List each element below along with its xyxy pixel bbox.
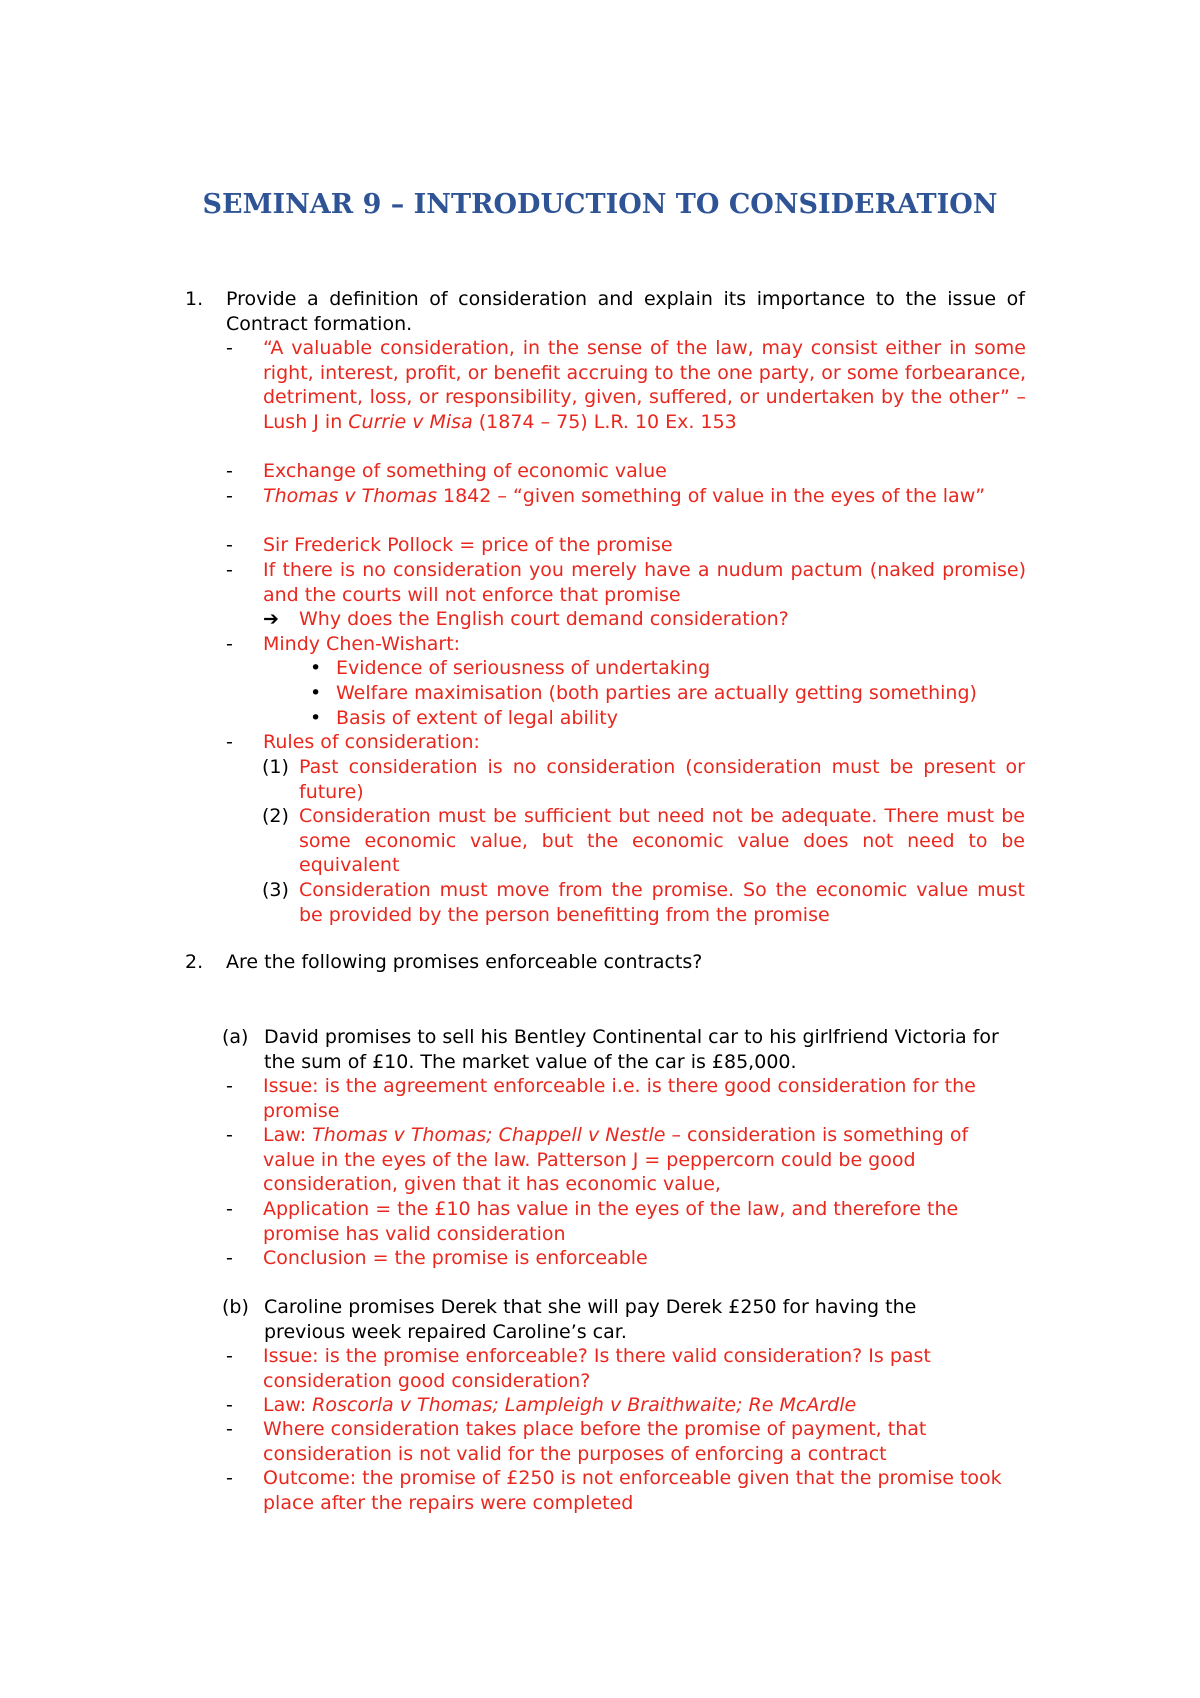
rule-number: (1) [262, 756, 289, 778]
arrow-question [263, 607, 1023, 632]
rule-number: (3) [262, 879, 289, 901]
answer-text: Outcome: the promise of £250 is not enforceable given that the promise took place after the repairs were completed [263, 1467, 1002, 1514]
bullet-item: • Evidence of seriousness of undertaking [310, 657, 711, 679]
answer-text: Exchange of something of economic value [263, 460, 667, 482]
bullet-item: • Basis of extent of legal ability [310, 707, 618, 729]
answer-text: Where consideration takes place before the promise of payment, that consideration is not valid for the purposes of enforcing a contract [263, 1418, 927, 1465]
answer-text: Why does the English court demand consideration? [299, 608, 789, 630]
dash-marker: - [226, 1467, 233, 1489]
case-name: Currie v Misa [348, 410, 473, 433]
question-1 [185, 287, 1025, 336]
answer-text: 1842 – “given something of value in the eyes of the law” [436, 485, 986, 507]
arrow-icon: ➔ [263, 608, 279, 630]
answer-outcome [226, 1466, 1016, 1515]
scenario-text: Caroline promises Derek that she will pay Derek £250 for having the previous week repaired Caroline’s car. [264, 1296, 917, 1343]
dash-marker: - [226, 633, 233, 655]
scenario-text: David promises to sell his Bentley Continental car to his girlfriend Victoria for the sum of £10. The market value of the car is £85,000. [264, 1026, 999, 1073]
page-title: SEMINAR 9 – INTRODUCTION TO CONSIDERATION [202, 189, 998, 220]
answer-rules [226, 730, 1026, 755]
dash-marker: - [226, 1124, 233, 1146]
dash-marker: - [226, 534, 233, 556]
answer-law: - Law: Thomas v Thomas; Chappell v Nestle – consideration is something of value in the eyes of the law. Patterson J = peppercorn could be good consideration, given that it has economic value, [226, 1124, 969, 1196]
question-text: Are the following promises enforceable contracts? [226, 951, 703, 973]
dash-marker: - [226, 1418, 233, 1440]
rule-item: (3) Consideration must move from the promise. So the economic value must be provided by the person benefitting from the promise [262, 879, 1025, 926]
answer-text: Issue: is the agreement enforceable i.e. is there good consideration for the promise [263, 1075, 976, 1122]
question-number: 2. [185, 951, 204, 973]
bullet-icon: • [310, 682, 322, 704]
answer-issue [226, 1344, 986, 1393]
answer-text: Issue: is the promise enforceable? Is there valid consideration? Is past consideration good consideration? [263, 1345, 931, 1392]
answer-law: - Law: Roscorla v Thomas; Lampleigh v Braithwaite; Re McArdle [226, 1394, 857, 1416]
answer-conclusion [226, 1246, 1016, 1271]
answer-pollock [226, 533, 1026, 558]
case-name: Thomas v Thomas; Chappell v Nestle [312, 1124, 666, 1146]
answer-exchange [226, 459, 1026, 484]
dash-marker: - [226, 1075, 233, 1097]
dash-marker: - [226, 1198, 233, 1220]
rule-item: (1) Past consideration is no consideration (consideration must be present or future) [262, 756, 1025, 803]
dash-marker: - [226, 1247, 233, 1269]
answer-text: Mindy Chen-Wishart: [263, 633, 461, 655]
scenario-a [222, 1025, 1017, 1074]
scenario-marker: (b) [222, 1296, 249, 1318]
dash-marker: - [226, 460, 233, 482]
answer-thomas [226, 484, 1026, 509]
answer-issue [226, 1074, 1016, 1123]
answer-nudum [226, 558, 1026, 607]
dash-marker: - [226, 337, 233, 359]
answer-application [226, 1197, 1016, 1246]
case-name: Roscorla v Thomas; Lampleigh v Braithwaite; Re McArdle [312, 1394, 857, 1416]
bullet-item: • Welfare maximisation (both parties are actually getting something) [310, 682, 977, 704]
answer-where [226, 1417, 996, 1466]
answer-text: Sir Frederick Pollock = price of the promise [263, 534, 673, 556]
rule-number: (2) [262, 805, 289, 827]
answer-text: Conclusion = the promise is enforceable [263, 1247, 648, 1269]
scenario-marker: (a) [222, 1026, 249, 1048]
answer-quote [226, 336, 1026, 434]
dash-marker: - [226, 559, 233, 581]
scenario-b [222, 1295, 982, 1344]
dash-marker: - [226, 1394, 233, 1416]
answer-text: Application = the £10 has value in the eyes of the law, and therefore the promise has valid consideration [263, 1198, 959, 1245]
rule-item: (2) Consideration must be sufficient but need not be adequate. There must be some economic value, but the economic value does not need to be equivalent [262, 805, 1025, 877]
citation: (1874 – 75) L.R. 10 Ex. 153 [472, 410, 737, 433]
dash-marker: - [226, 731, 233, 753]
answer-mindy [226, 632, 1026, 657]
quote-text: “A valuable consideration, in the sense of the law, may consist either in some right, interest, profit, or benefit accruing to the one party, or some forbearance, detriment, loss, or responsibility, given, suffered, or undertaken by the other” – Lush J in [263, 337, 1026, 433]
question-text: Provide a definition of consideration and explain its importance to the issue of Contract formation. [226, 288, 1025, 335]
answer-text: Rules of consideration: [263, 731, 480, 753]
bullet-icon: • [310, 657, 322, 679]
bullet-icon: • [310, 707, 322, 729]
dash-marker: - [226, 485, 233, 507]
dash-marker: - [226, 1345, 233, 1367]
answer-text: If there is no consideration you merely have a nudum pactum (naked promise) and the courts will not enforce that promise [263, 559, 1026, 606]
question-2 [185, 950, 1025, 975]
case-name: Thomas v Thomas [263, 485, 437, 507]
question-number: 1. [185, 288, 204, 310]
